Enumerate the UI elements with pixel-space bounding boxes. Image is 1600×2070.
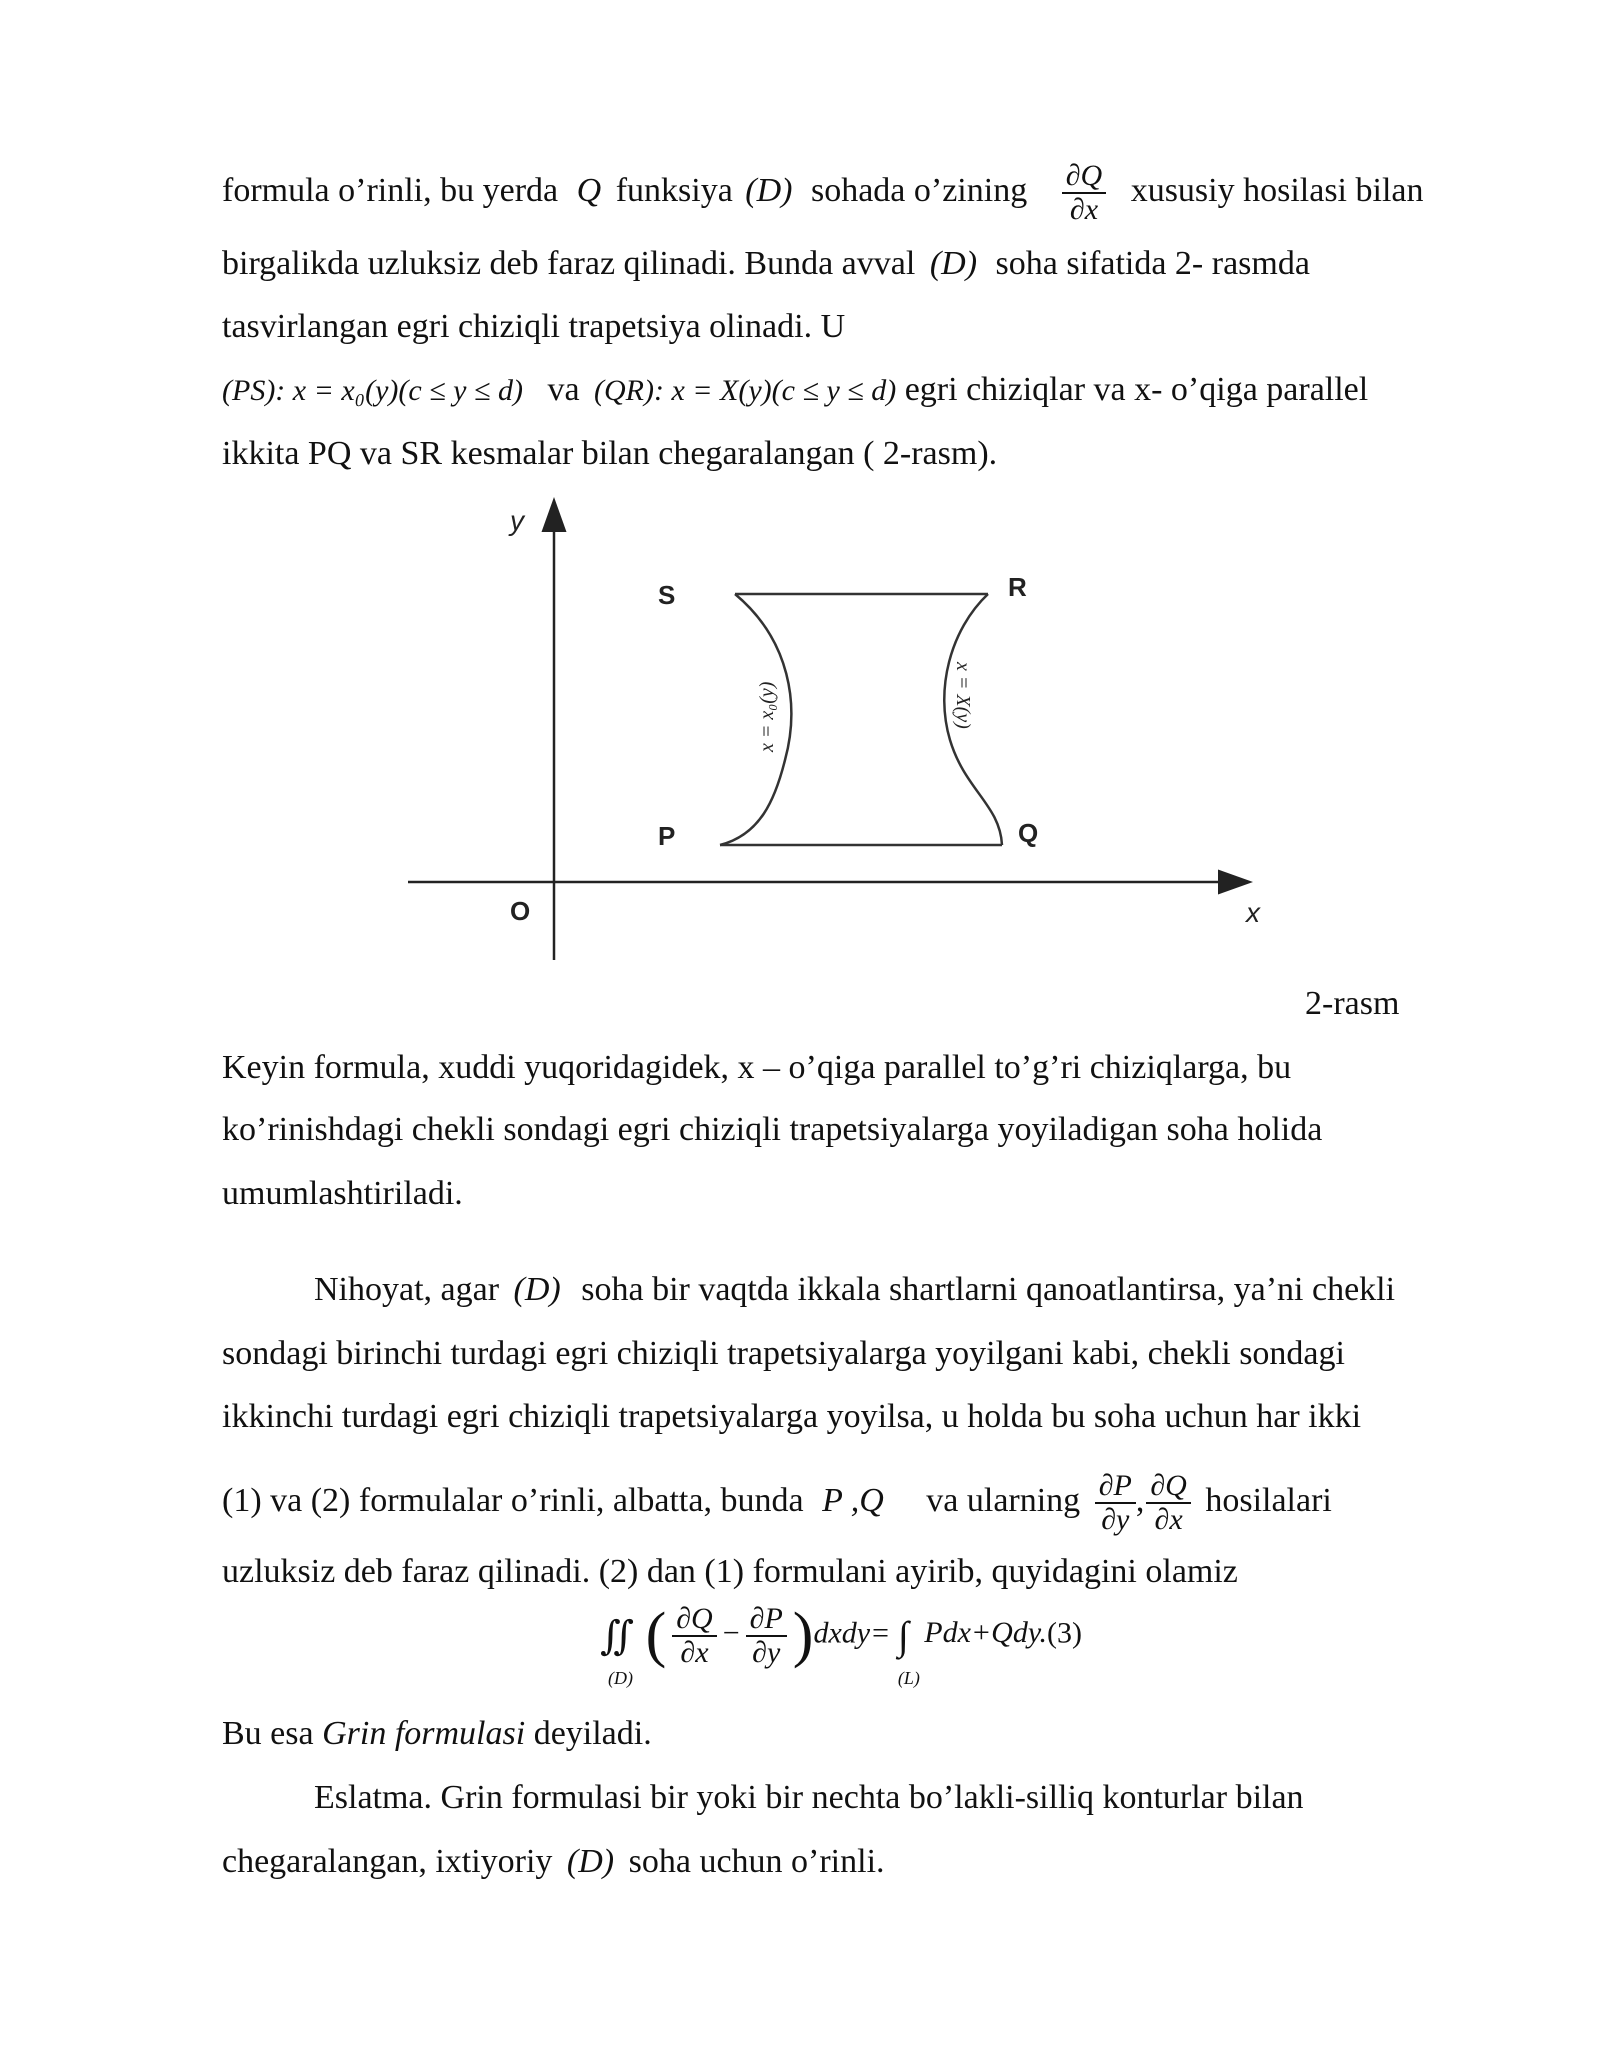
- fraction-denominator: ∂x: [1154, 1503, 1183, 1536]
- text-span: Eslatma. Grin formulasi bir yoki bir nechta bo’lakli-silliq konturlar bilan: [314, 1779, 1304, 1816]
- text-line: [222, 1840, 885, 1884]
- minus-sign: −: [722, 1616, 740, 1650]
- text-line: [222, 1550, 1238, 1594]
- right-paren: ): [792, 1601, 814, 1669]
- fraction-numerator: ∂Q: [672, 1603, 717, 1637]
- text-span: formula o’rinli, bu yerda: [222, 171, 559, 209]
- text-span: ko’rinishdagi chekli sondagi egri chiziqli trapetsiyalarga yoyiladigan soha holida: [222, 1111, 1323, 1148]
- integral-contour-sub: (L): [897, 1668, 920, 1688]
- fraction-numerator: ∂Q: [1062, 160, 1107, 194]
- point-r-label: R: [1008, 572, 1027, 602]
- left-paren: (: [645, 1601, 667, 1669]
- point-s-label: S: [658, 580, 676, 610]
- text-span: birgalikda uzluksiz deb faraz qilinadi. Bunda avval: [222, 245, 916, 282]
- fraction-denominator: ∂x: [1069, 193, 1099, 226]
- text-span: umumlashtiriladi.: [222, 1175, 463, 1212]
- fraction-numerator: ∂Q: [1146, 1470, 1191, 1504]
- text-line: [222, 305, 845, 349]
- dxdy-term: dxdy=: [813, 1616, 891, 1650]
- comma: ,: [1135, 1481, 1145, 1519]
- curve-left-label: x = x₀(y): [756, 681, 778, 752]
- text-span: soha sifatida 2- rasmda: [995, 245, 1310, 282]
- text-span: va: [547, 371, 580, 408]
- text-span: Nihoyat, agar: [314, 1271, 500, 1308]
- text-span: hosilalari: [1205, 1481, 1332, 1519]
- text-span: egri chiziqlar va x- o’qiga parallel: [904, 371, 1369, 408]
- text-span: funksiya: [615, 171, 733, 209]
- partial-derivative-fraction: [746, 1603, 787, 1669]
- text-span: deyiladi.: [533, 1715, 652, 1752]
- line-integral-sign: ∫: [897, 1613, 909, 1658]
- text-span: (1) va (2) formulalar o’rinli, albatta, bunda: [222, 1481, 804, 1519]
- text-line: [222, 1172, 463, 1216]
- text-line: [222, 1046, 1291, 1090]
- text-span: xususiy hosilasi bilan: [1130, 171, 1424, 209]
- text-span: chegaralangan, ixtiyoriy: [222, 1843, 553, 1880]
- math-curve-qr: (QR): x = X(y)(c ≤ y ≤ d): [594, 374, 897, 407]
- text-span: soha uchun o’rinli.: [628, 1843, 885, 1880]
- double-integral: [600, 1612, 635, 1688]
- figure-caption: 2-rasm: [1305, 985, 1400, 1022]
- text-span: Bu esa: [222, 1715, 314, 1752]
- math-domain: (D): [745, 171, 793, 209]
- partial-derivative-fraction: [1062, 160, 1107, 226]
- text-line: [314, 1268, 1395, 1312]
- math-symbols-pq: P ,Q: [822, 1481, 884, 1519]
- fraction-numerator: ∂P: [746, 1603, 787, 1637]
- fraction-numerator: ∂P: [1095, 1470, 1136, 1504]
- fraction-denominator: ∂y: [1101, 1503, 1130, 1536]
- text-span: tasvirlangan egri chiziqli trapetsiya olinadi. U: [222, 308, 846, 345]
- text-span: sondagi birinchi turdagi egri chiziqli trapetsiyalarga yoyilgani kabi, chekli sondagi: [222, 1335, 1345, 1372]
- text-line: [222, 242, 1310, 286]
- emphasized-term: Grin formulasi: [322, 1715, 526, 1752]
- text-line: [314, 1776, 1304, 1820]
- text-span: soha bir vaqtda ikkala shartlarni qanoatlantirsa, ya’ni chekli: [581, 1271, 1396, 1308]
- math-symbol: Q: [576, 171, 602, 209]
- math-domain: (D): [513, 1271, 561, 1308]
- axis-y-label: y: [510, 505, 524, 536]
- rhs-term: Pdx+Qdy.: [924, 1616, 1048, 1650]
- text-span: ikkita PQ va SR kesmalar bilan chegaralangan ( 2-rasm).: [222, 435, 998, 472]
- text-span: uzluksiz deb faraz qilinadi. (2) dan (1) formulani ayirib, quyidagini olamiz: [222, 1553, 1238, 1590]
- integral-domain-sub: (D): [608, 1668, 633, 1688]
- text-line: [222, 1108, 1322, 1152]
- text-line: [222, 1332, 1345, 1376]
- fraction-denominator: ∂x: [680, 1635, 709, 1669]
- curve-right-label: x = X(y): [952, 662, 974, 729]
- text-span: va ularning: [926, 1481, 1081, 1519]
- partial-derivative-fraction: [672, 1603, 717, 1669]
- formula-number: (3): [1047, 1616, 1082, 1650]
- partial-derivative-fraction: [1095, 1470, 1136, 1536]
- math-domain: (D): [566, 1843, 615, 1880]
- fraction-denominator: ∂y: [752, 1635, 781, 1669]
- text-span: Keyin formula, xuddi yuqoridagidek, x – o’qiga parallel to’g’ri chiziqlarga, bu: [222, 1049, 1292, 1086]
- partial-derivative-fraction: [1146, 1470, 1191, 1536]
- origin-label: O: [510, 896, 531, 926]
- text-line: [222, 1470, 1332, 1536]
- math-curve-ps: (PS): x = x₀(y)(c ≤ y ≤ d): [222, 374, 523, 407]
- double-integral-sign: ∬: [600, 1613, 635, 1658]
- text-line: [222, 160, 1424, 226]
- point-q-label: Q: [1018, 818, 1039, 848]
- trapezoid-figure: [390, 490, 1270, 980]
- math-domain: (D): [929, 245, 978, 282]
- text-line: [222, 432, 997, 476]
- text-line: [222, 368, 1368, 413]
- text-line: [222, 1712, 652, 1756]
- green-formula: [600, 1600, 1082, 1688]
- line-integral: [897, 1612, 920, 1688]
- text-line: [222, 1395, 1361, 1439]
- axis-x-label: x: [1246, 897, 1260, 928]
- point-p-label: P: [658, 821, 676, 851]
- text-span: ikkinchi turdagi egri chiziqli trapetsiyalarga yoyilsa, u holda bu soha uchun har ikki: [222, 1398, 1362, 1435]
- text-span: sohada o’zining: [810, 171, 1028, 209]
